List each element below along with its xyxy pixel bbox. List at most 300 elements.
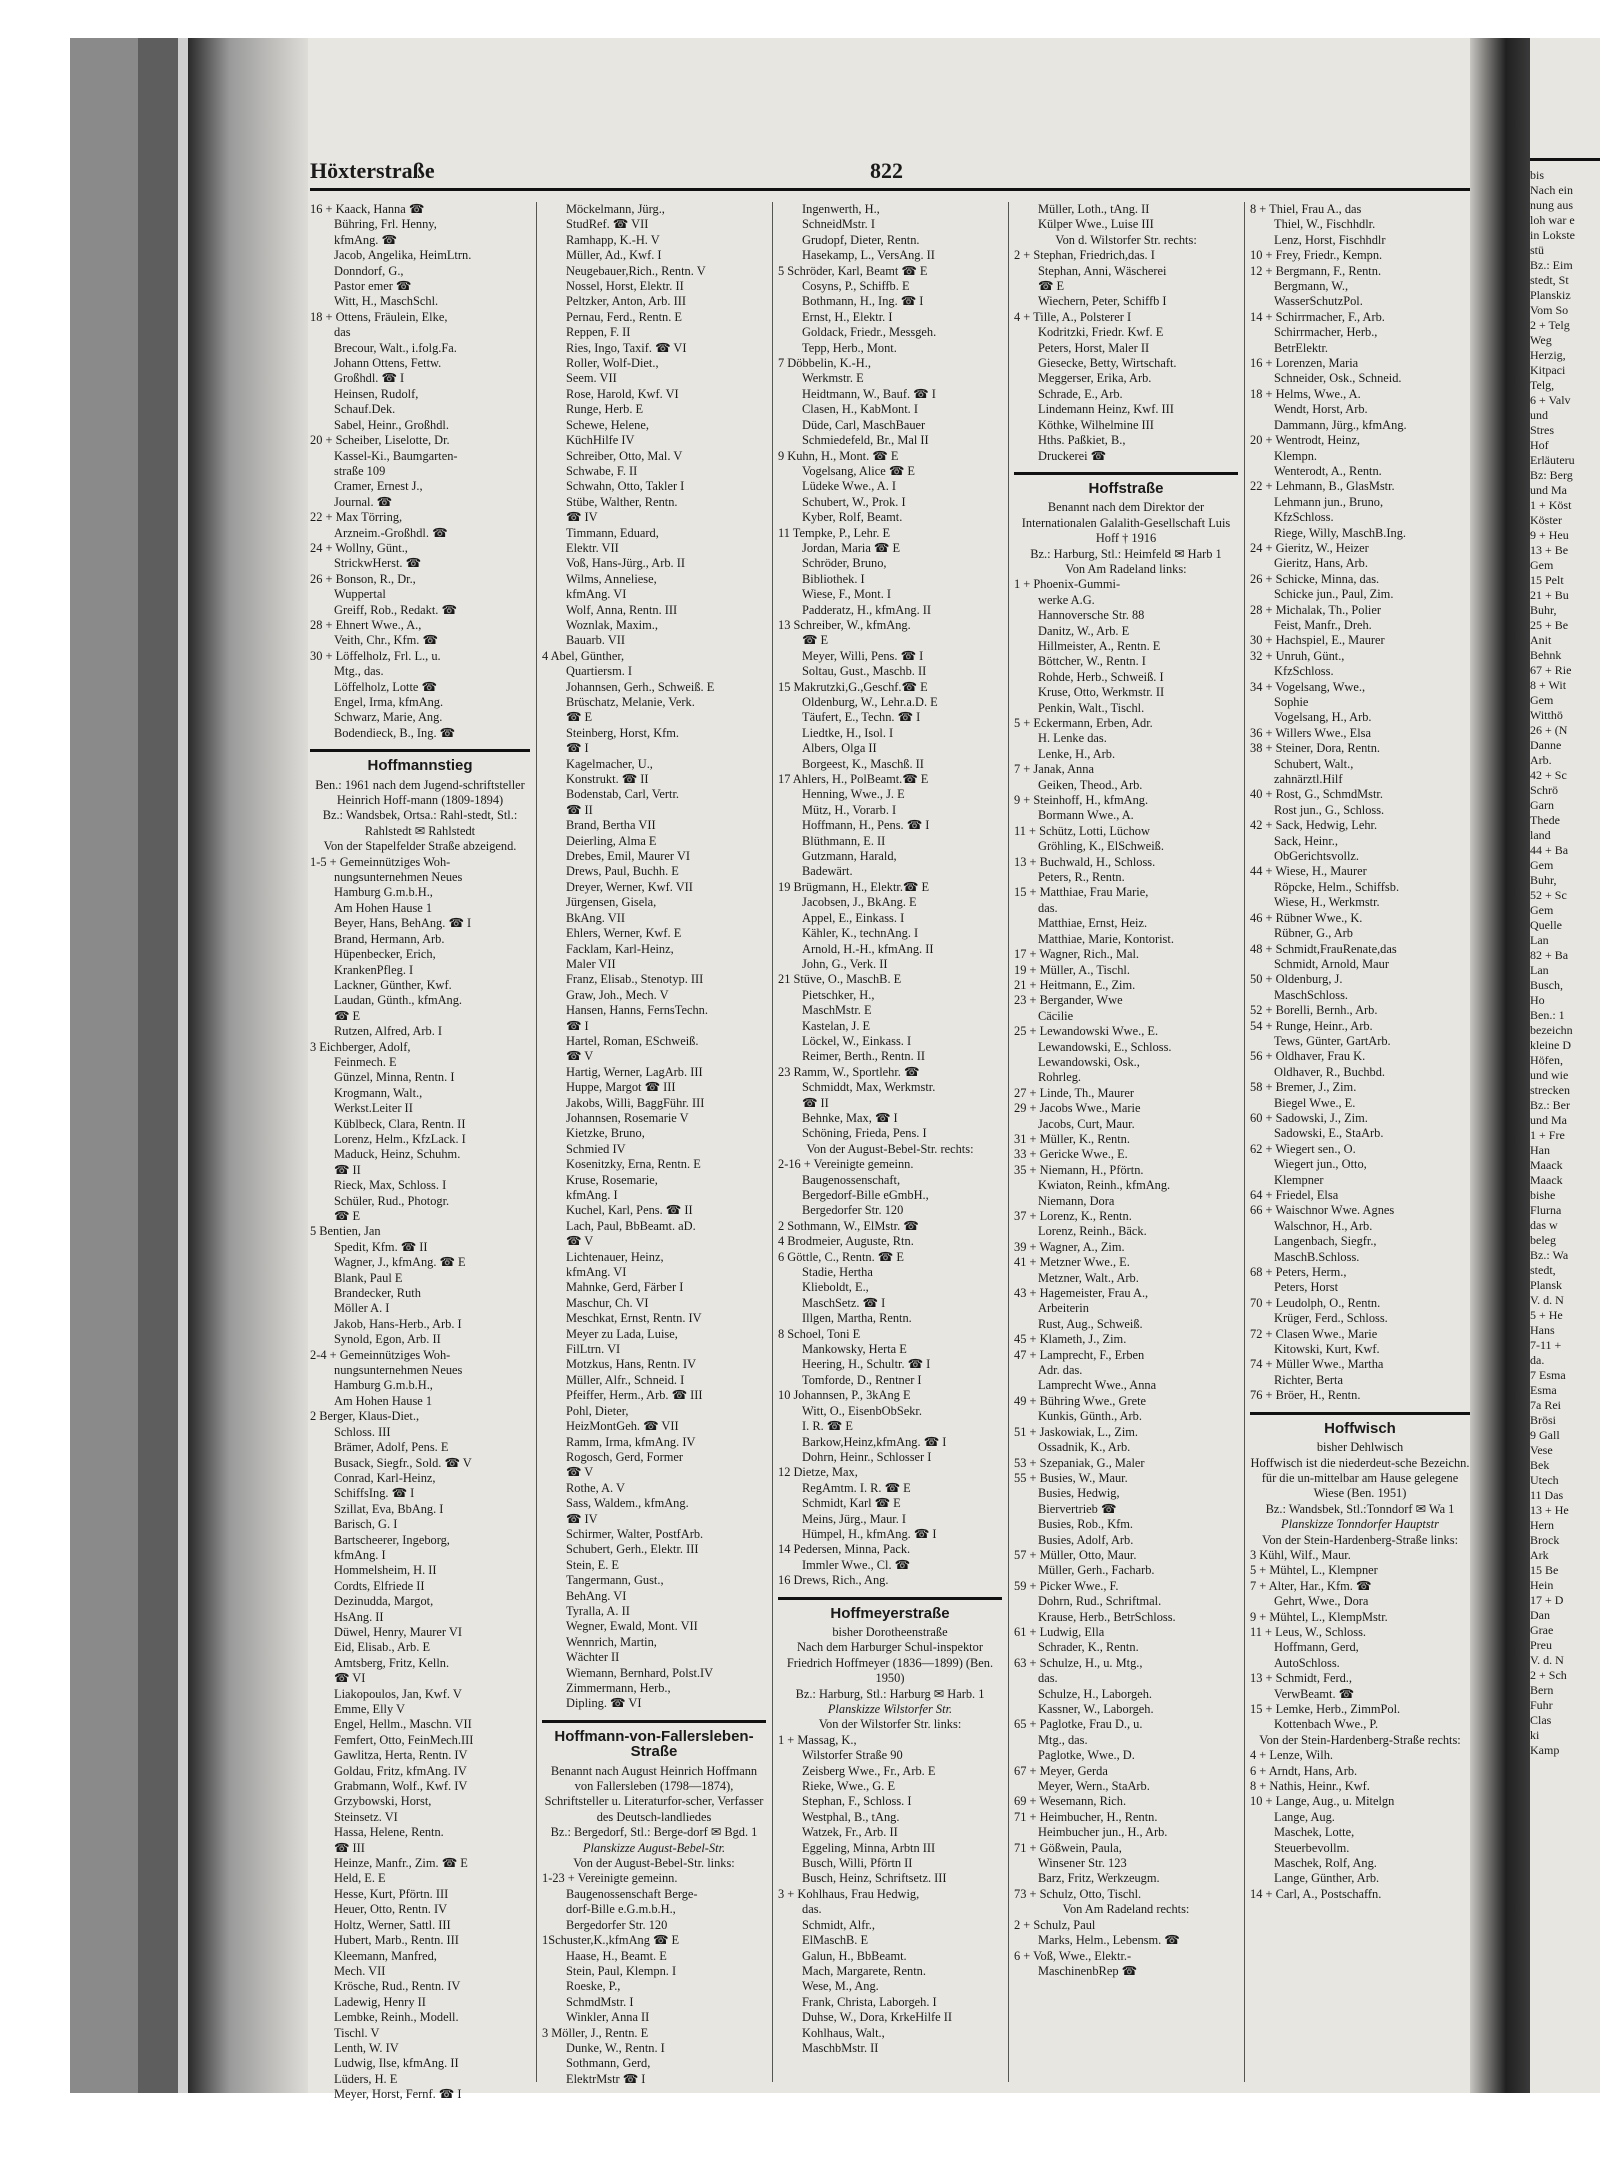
resident-entry: Klieboldt, E., (802, 1280, 869, 1295)
resident-entry: Oldenburg, W., Lehr.a.D. E (802, 695, 938, 709)
street-note: Von d. Wilstorfer Str. rechts: (1055, 232, 1197, 247)
resident-entry: Heidtmann, W., Bauf. ☎ I (802, 386, 936, 401)
resident-entry: Marks, Helm., Lebensm. ☎ (1038, 1933, 1180, 1948)
resident-entry: Quartiersm. I (566, 664, 633, 679)
facing-page-fragment: Thede (1530, 813, 1560, 827)
resident-entry: Stephan, F., Schloss. I (802, 1794, 912, 1809)
resident-entry: Lembke, Reinh., Modell. (334, 2010, 459, 2025)
resident-entry: Kitowski, Kurt, Kwf. (1274, 1342, 1380, 1357)
resident-entry: StudRef. ☎ VII (566, 217, 649, 232)
resident-entry: Bauarb. VII (566, 633, 625, 648)
resident-entry: Jakobs, Willi, BaggFühr. III (566, 1095, 705, 1110)
resident-entry: Matthiae, Marie, Kontorist. (1038, 931, 1174, 946)
column-divider (536, 202, 537, 2082)
resident-entry: Schüler, Rud., Photogr. (334, 1193, 450, 1208)
resident-entry: Köthke, Wilhelmine III (1038, 417, 1154, 432)
facing-page-fragment: 1 + Köst (1530, 498, 1572, 512)
resident-entry: straße 109 (334, 463, 386, 478)
resident-entry: Jakob, Hans-Herb., Arb. I (334, 1316, 462, 1331)
facing-page-fragment: Hans (1530, 1323, 1555, 1337)
resident-entry: Arzneim.-Großhdl. ☎ (334, 525, 448, 540)
resident-entry: Krause, Herb., BetrSchloss. (1038, 1609, 1176, 1624)
resident-entry: Elektr. VII (566, 540, 619, 555)
resident-entry: Tomforde, D., Rentner I (802, 1372, 922, 1387)
resident-entry: Badewärt. (802, 864, 853, 879)
resident-entry: Heinze, Manfr., Zim. ☎ E (334, 1856, 468, 1871)
resident-entry: Sack, Heinr., (1274, 833, 1339, 848)
street-note: Von der Stein-Hardenberg-Straße rechts: (1259, 1732, 1461, 1747)
facing-page-fragment: Bz.: Wa (1530, 1248, 1569, 1262)
resident-entry: Rieke, Wwe., G. E (802, 1779, 896, 1794)
street-note: Von Am Radeland rechts: (1062, 1902, 1190, 1917)
resident-entry: Am Hohen Hause 1 (334, 1393, 433, 1408)
resident-entry: Hommelsheim, H. II (334, 1563, 437, 1578)
house-number-entry: 52 + Borelli, Bernh., Arb. (1250, 1003, 1378, 1018)
facing-page-fragment: 26 + (N (1530, 723, 1568, 737)
facing-page-fragment: Weg (1530, 333, 1552, 347)
resident-entry: Langenbach, Siegfr., (1274, 1234, 1377, 1249)
resident-entry: WasserSchutzPol. (1274, 294, 1363, 309)
house-number-entry: 30 + Löffelholz, Frl. L., u. (310, 648, 441, 663)
facing-page-rule (1530, 158, 1600, 161)
facing-page-fragment: Kamp (1530, 1743, 1560, 1757)
facing-page-fragment: V. d. N (1530, 1653, 1564, 1667)
facing-page-fragment: V. d. N (1530, 1293, 1564, 1307)
resident-entry: Lorenz, Reinh., Bäck. (1038, 1224, 1147, 1239)
facing-page-fragment: 1 + Fre (1530, 1128, 1565, 1142)
house-number-entry: 26 + Schicke, Minna, das. (1250, 571, 1380, 586)
resident-entry: Rohrleg. (1038, 1070, 1082, 1085)
house-number-entry: 43 + Hagemeister, Frau A., (1014, 1286, 1149, 1301)
facing-page-fragment: 11 Das (1530, 1488, 1564, 1502)
facing-page-fragment: bishe (1530, 1188, 1556, 1202)
resident-entry: Femfert, Otto, FeinMech.III (334, 1732, 474, 1747)
house-number-entry: 16 Drews, Rich., Ang. (778, 1573, 889, 1588)
resident-entry: Jacobsen, J., BkAng. E (802, 895, 917, 910)
resident-entry: Reimer, Berth., Rentn. II (802, 1049, 926, 1064)
resident-entry: Niemann, Dora (1038, 1193, 1115, 1208)
resident-entry: Lüders, H. E (334, 2071, 398, 2086)
resident-entry: Hths. Paßkiet, B., (1038, 433, 1126, 448)
house-number-entry: 27 + Linde, Th., Maurer (1014, 1085, 1134, 1100)
house-number-entry: 63 + Schulze, H., u. Mtg., (1014, 1655, 1143, 1670)
resident-entry: Wilstorfer Straße 90 (802, 1748, 903, 1763)
resident-entry: Kähler, K., technAng. I (802, 926, 919, 941)
resident-entry: Stübe, Walther, Rentn. (566, 494, 678, 509)
resident-entry: Kruse, Otto, Werkmstr. II (1038, 685, 1165, 700)
resident-entry: Amtsberg, Fritz, Kelln. (334, 1655, 450, 1670)
page-header (310, 158, 1470, 188)
resident-entry: HsAng. II (334, 1609, 384, 1624)
facing-page-fragment: Esma (1530, 1383, 1557, 1397)
resident-entry: Schwabe, F. II (566, 463, 638, 478)
facing-page-fragment: strecken (1530, 1083, 1570, 1097)
facing-page-fragment: Danne (1530, 738, 1562, 752)
resident-entry: Nossel, Horst, Elektr. II (566, 279, 684, 294)
house-number-entry: 2 + Stephan, Friedrich,das. I (1014, 248, 1155, 263)
resident-entry: Mahnke, Gerd, Färber I (566, 1280, 684, 1295)
resident-entry: Klempner (1274, 1172, 1324, 1187)
resident-entry: Held, E. E (334, 1871, 386, 1886)
house-number-entry: 58 + Bremer, J., Zim. (1250, 1080, 1357, 1095)
resident-entry: Stephan, Anni, Wäscherei (1038, 263, 1167, 278)
facing-page-fragment: 9 + Heu (1530, 528, 1569, 542)
resident-entry: Wuppertal (334, 587, 386, 602)
resident-entry: ☎ V (566, 1465, 594, 1480)
resident-entry: Schrade, E., Arb. (1038, 386, 1123, 401)
house-number-entry: 67 + Meyer, Gerda (1014, 1763, 1108, 1778)
resident-entry: Grabmann, Wolf., Kwf. IV (334, 1779, 468, 1794)
street-note: Benannt nach dem Direktor der Internationalen Galalith-Gesellschaft Luis Hoff † 1916 (1021, 500, 1231, 546)
directory-column-1 (310, 202, 530, 2102)
resident-entry: Sabel, Heinr., Großhdl. (334, 417, 449, 432)
resident-entry: Rothe, A. V (566, 1480, 625, 1495)
house-number-entry: 2 Sothmann, W., ElMstr. ☎ (778, 1218, 919, 1233)
resident-entry: Wächter II (566, 1650, 620, 1665)
resident-entry: Lüdeke Wwe., A. I (802, 479, 897, 494)
street-note: Von Am Radeland links: (1065, 561, 1187, 576)
column-divider (1244, 202, 1245, 2082)
facing-page-fragment: Telg, (1530, 378, 1555, 392)
facing-page-fragment: Vom So (1530, 303, 1569, 317)
resident-entry: Löffelholz, Lotte ☎ (334, 679, 437, 694)
resident-entry: Behnke, Max, ☎ I (802, 1110, 898, 1125)
street-note: Benannt nach August Heinrich Hoffmann von Fallersleben (1798—1874), Schriftsteller u. Literaturfor-scher, Verfasser des Deutsch-landliedes (544, 1763, 764, 1824)
house-number-entry: 51 + Jaskowiak, L., Zim. (1014, 1424, 1138, 1439)
resident-entry: Brüschatz, Melanie, Verk. (566, 695, 695, 709)
street-note: Bz.: Wandsbek, Stl.:Tonndorf ✉ Wa 1 (1265, 1501, 1455, 1516)
resident-entry: Wendt, Horst, Arb. (1274, 402, 1368, 417)
resident-entry: Lewandowski, Osk., (1038, 1054, 1140, 1069)
resident-entry: Witt, O., EisenbObSekr. (802, 1403, 922, 1418)
resident-entry: Kohlhaus, Walt., (802, 2025, 885, 2040)
resident-entry: RegAmtm. I. R. ☎ E (802, 1480, 911, 1495)
resident-entry: Maler VII (566, 956, 616, 971)
resident-entry: Beyer, Hans, BehAng. ☎ I (334, 916, 472, 931)
house-number-entry: 6 + Voß, Wwe., Elektr.- (1014, 1948, 1132, 1963)
resident-entry: StrickwHerst. ☎ (334, 556, 422, 571)
resident-entry: Dohrn, Rud., Schriftmal. (1038, 1594, 1162, 1609)
street-note: Bz.: Wandsbek, Ortsa.: Rahl-stedt, Stl.: Rahlstedt ✉ Rahlstedt (322, 808, 518, 838)
resident-entry: Metzner, Walt., Arb. (1038, 1270, 1139, 1285)
resident-entry: Mankowsky, Herta E (802, 1342, 907, 1357)
house-number-entry: 16 + Kaack, Hanna ☎ (310, 202, 425, 216)
resident-entry: nungsunternehmen Neues (334, 870, 463, 885)
resident-entry: Meyer zu Lada, Luise, (566, 1326, 678, 1341)
planskizze-note: Planskizze Tonndorfer Hauptstr (1281, 1517, 1439, 1532)
resident-entry: Röpcke, Helm., Schiffsb. (1274, 879, 1400, 894)
resident-entry: ☎ E (1038, 279, 1065, 294)
resident-entry: Arbeiterin (1038, 1301, 1089, 1316)
scanned-book-page (70, 38, 1600, 2102)
house-number-entry: 70 + Leudolph, O., Rentn. (1250, 1295, 1381, 1310)
resident-entry: Lackner, Günther, Kwf. (334, 977, 452, 992)
street-note: Ben.: 1961 nach dem Jugend-schriftsteller Heinrich Hoff-mann (1809-1894) (315, 777, 525, 808)
house-number-entry: 3 + Kohlhaus, Frau Hedwig, (778, 1886, 920, 1901)
resident-entry: Goldack, Friedr., Messgeh. (802, 325, 937, 340)
resident-entry: Schauf.Dek. (334, 402, 396, 417)
resident-entry: Hesse, Kurt, Pförtn. III (334, 1886, 449, 1901)
resident-entry: SchiffsIng. ☎ I (334, 1486, 415, 1501)
planskizze-note: Planskizze August-Bebel-Str. (582, 1840, 726, 1855)
book-spine-edge (70, 38, 138, 2093)
resident-entry: Grudopf, Dieter, Rentn. (802, 232, 920, 247)
house-number-entry: 12 Dietze, Max, (778, 1465, 858, 1480)
house-number-entry: 4 Brodmeier, Auguste, Rtn. (778, 1234, 914, 1249)
house-number-entry: 17 + Wagner, Rich., Mal. (1014, 947, 1140, 962)
resident-entry: Konstrukt. ☎ II (566, 772, 649, 787)
facing-page-fragment: das w (1530, 1218, 1558, 1232)
resident-entry: Günzel, Minna, Rentn. I (334, 1070, 455, 1085)
house-number-entry: 1Schuster,K.,kfmAng ☎ E (542, 1933, 680, 1948)
street-heading: Hoffmeyerstraße (778, 1597, 1002, 1621)
facing-page-fragment: 21 + Bu (1530, 588, 1569, 602)
resident-entry: Walschnor, H., Arb. (1274, 1218, 1373, 1233)
house-number-entry: 10 + Lange, Aug., u. Mitelgn (1250, 1794, 1395, 1809)
street-note: Von der Stapelfelder Straße abzeigend. (323, 839, 517, 854)
resident-entry: Ramhapp, K.-H. V (566, 232, 660, 247)
facing-page-fragment: Bek (1530, 1458, 1550, 1472)
facing-page-fragment: Busch, (1530, 978, 1563, 992)
resident-entry: MaschSchloss. (1274, 987, 1348, 1002)
house-number-entry: 19 Brügmann, H., Elektr.☎ E (778, 879, 930, 894)
street-note: Hoffwisch ist die niederdeut-sche Bezeichn. für die un-mittelbar am Hause gelegene Wiese (Ben. 1951) (1250, 1455, 1470, 1501)
resident-entry: Matthiae, Ernst, Heiz. (1038, 916, 1148, 931)
resident-entry: Kottenbach Wwe., P. (1274, 1717, 1379, 1732)
resident-entry: Westphal, B., tAng. (802, 1809, 900, 1824)
facing-page-fragment: Fuhr (1530, 1698, 1553, 1712)
resident-entry: Schmidt, Alfr., (802, 1917, 875, 1932)
resident-entry: Zeisberg Wwe., Fr., Arb. E (802, 1763, 936, 1778)
facing-page-fragment: und Ma (1530, 483, 1567, 497)
resident-entry: Bühring, Frl. Henny, (334, 217, 437, 232)
resident-entry: Kleemann, Manfred, (334, 1948, 437, 1963)
house-number-entry: 34 + Vogelsang, Wwe., (1250, 679, 1366, 694)
street-heading: Hoffmann-von-Fallersleben-Straße (542, 1720, 766, 1760)
resident-entry: Dohrn, Heinr., Schlosser I (802, 1449, 932, 1464)
resident-entry: Rübner, G., Arb (1274, 926, 1354, 941)
resident-entry: Müller, Ad., Kwf. I (566, 248, 662, 263)
facing-page-fragment: Gem (1530, 858, 1554, 872)
resident-entry: Schröder, Bruno, (802, 556, 887, 571)
resident-entry: Synold, Egon, Arb. II (334, 1332, 441, 1347)
house-number-entry: 55 + Busies, W., Maur. (1014, 1470, 1128, 1485)
house-number-entry: 1 + Massag, K., (778, 1732, 857, 1747)
resident-entry: Dreyer, Werner, Kwf. VII (566, 879, 693, 894)
resident-entry: Lange, Günther, Arb. (1274, 1871, 1380, 1886)
resident-entry: Hartel, Roman, ESchweiß. (566, 1033, 699, 1048)
facing-page-fragment: bezeichn (1530, 1023, 1573, 1037)
facing-page-fragment: beleg (1530, 1233, 1556, 1247)
facing-page-fragment: 42 + Sc (1530, 768, 1567, 782)
resident-entry: MaschSetz. ☎ I (802, 1295, 886, 1310)
resident-entry: Krogmann, Walt., (334, 1085, 423, 1100)
facing-page-fragment: Maack (1530, 1173, 1563, 1187)
resident-entry: kfmAng. I (566, 1188, 618, 1202)
resident-entry: Lorenz, Helm., KfzLack. I (334, 1131, 466, 1146)
facing-page-fragment: Bz: Berg (1530, 468, 1573, 482)
house-number-entry: 18 + Helms, Wwe., A. (1250, 386, 1361, 401)
street-note: bisher Dorotheenstraße (832, 1624, 948, 1639)
resident-entry: dorf-Bille e.G.m.b.H., (566, 1902, 676, 1917)
resident-entry: Böttcher, W., Rentn. I (1038, 654, 1146, 669)
resident-entry: Möller A. I (334, 1301, 390, 1316)
facing-page-fragment: Bz.: Ber (1530, 1098, 1570, 1112)
resident-entry: Lehmann jun., Bruno, (1274, 494, 1384, 509)
resident-entry: Bartscheerer, Ingeborg, (334, 1532, 450, 1547)
resident-entry: Steinsetz. VI (334, 1809, 398, 1824)
resident-entry: Riege, Willy, MaschB.Ing. (1274, 525, 1406, 540)
resident-entry: ☎ II (802, 1095, 829, 1110)
house-number-entry: 5 Bentien, Jan (310, 1224, 381, 1239)
resident-entry: MaschbMstr. II (802, 2040, 879, 2055)
house-number-entry: 26 + Bonson, R., Dr., (310, 571, 416, 586)
house-number-entry: 4 + Lenze, Wilh. (1250, 1748, 1333, 1763)
resident-entry: KfzSchloss. (1274, 664, 1334, 679)
resident-entry: das. (802, 1902, 822, 1917)
resident-entry: Thiel, W., Fischhdlr. (1274, 217, 1376, 232)
resident-entry: Giesecke, Betty, Wirtschaft. (1038, 356, 1177, 371)
resident-entry: I. R. ☎ E (802, 1419, 853, 1434)
resident-entry: BkAng. VII (566, 910, 625, 925)
resident-entry: Mach, Margarete, Rentn. (802, 1963, 926, 1978)
house-number-entry: 10 + Frey, Friedr., Kempn. (1250, 248, 1383, 263)
resident-entry: Paglotke, Wwe., D. (1038, 1748, 1135, 1763)
facing-page-fragment: 2 + Telg (1530, 318, 1570, 332)
resident-entry: AutoSchloss. (1274, 1655, 1340, 1670)
resident-entry: Winsener Str. 123 (1038, 1856, 1127, 1871)
resident-entry: Druckerei ☎ (1038, 448, 1107, 463)
resident-entry: Lange, Aug. (1274, 1809, 1335, 1824)
house-number-entry: 10 Johannsen, P., 3kAng E (778, 1388, 911, 1403)
resident-entry: Oldhaver, R., Buchbd. (1274, 1064, 1386, 1079)
resident-entry: Dezinudda, Margot, (334, 1594, 434, 1609)
resident-entry: Holtz, Werner, Sattl. III (334, 1917, 451, 1932)
resident-entry: Pfeiffer, Herm., Arb. ☎ III (566, 1388, 703, 1403)
house-number-entry: 4 + Tille, A., Polsterer I (1014, 309, 1132, 324)
resident-entry: Bothmann, H., Ing. ☎ I (802, 294, 924, 309)
resident-entry: ☎ I (566, 1018, 589, 1033)
resident-entry: Dunke, W., Rentn. I (566, 2040, 665, 2055)
resident-entry: Mtg., das. (334, 664, 384, 679)
resident-entry: Ramm, Irma, kfmAng. IV (566, 1434, 696, 1449)
house-number-entry: 6 Göttle, C., Rentn. ☎ E (778, 1249, 904, 1264)
resident-entry: Biervertrieb ☎ (1038, 1501, 1117, 1516)
resident-entry: Danitz, W., Arb. E (1038, 623, 1130, 638)
facing-page-fragment: Bz.: Eim (1530, 258, 1573, 272)
resident-entry: Schicke jun., Paul, Zim. (1274, 587, 1394, 602)
resident-entry: Graw, Joh., Mech. V (566, 987, 669, 1002)
resident-entry: Feinmech. E (334, 1054, 397, 1069)
house-number-entry: 31 + Müller, K., Rentn. (1014, 1131, 1130, 1146)
facing-page-fragment: Vese (1530, 1443, 1553, 1457)
resident-entry: Cäcilie (1038, 1008, 1074, 1023)
resident-entry: Bergmann, W., (1274, 279, 1349, 294)
resident-entry: Wiegert jun., Otto, (1274, 1157, 1367, 1172)
resident-entry: Sass, Waldem., kfmAng. (566, 1496, 689, 1511)
resident-entry: Illgen, Martha, Rentn. (802, 1311, 912, 1326)
resident-entry: Blank, Paul E (334, 1270, 403, 1285)
resident-entry: Bergedorfer Str. 120 (802, 1203, 904, 1218)
facing-page-strip (1530, 98, 1600, 2078)
column-divider (772, 202, 773, 2082)
resident-entry: Lenz, Horst, Fischhdlr (1274, 232, 1386, 247)
house-number-entry: 40 + Rost, G., SchmdMstr. (1250, 787, 1383, 802)
resident-entry: Greiff, Rob., Redakt. ☎ (334, 602, 457, 617)
resident-entry: Lenth, W. IV (334, 2040, 399, 2055)
directory-page (310, 98, 1470, 2102)
house-number-entry: 4 Abel, Günther, (542, 648, 625, 663)
resident-entry: Hillmeister, A., Rentn. E (1038, 638, 1161, 653)
resident-entry: Werkmstr. E (802, 371, 864, 386)
house-number-entry: 48 + Schmidt,FrauRenate,das (1250, 941, 1397, 956)
resident-entry: FilLtrn. VI (566, 1342, 621, 1357)
facing-page-fragment: Stres (1530, 423, 1554, 437)
house-number-entry: 71 + Gößwein, Paula, (1014, 1840, 1122, 1855)
house-number-entry: 19 + Müller, A., Tischl. (1014, 962, 1130, 977)
resident-entry: Hubert, Marb., Rentn. III (334, 1933, 459, 1948)
resident-entry: Lewandowski, E., Schloss. (1038, 1039, 1172, 1054)
house-number-entry: 28 + Michalak, Th., Polier (1250, 602, 1381, 617)
resident-entry: Schulze, H., Laborgeh. (1038, 1686, 1153, 1701)
resident-entry: Kassner, W., Laborgeh. (1038, 1702, 1154, 1716)
resident-entry: Clasen, H., KabMont. I (802, 402, 918, 417)
resident-entry: Rost jun., G., Schloss. (1274, 802, 1385, 817)
resident-entry: Schirmer, Walter, PostfArb. (566, 1526, 704, 1541)
resident-entry: Drews, Paul, Buchh. E (566, 864, 679, 879)
resident-entry: ☎ I (566, 741, 589, 756)
street-heading: Hoffmannstieg (310, 749, 530, 773)
resident-entry: Grzybowski, Horst, (334, 1794, 432, 1809)
house-number-entry: 12 + Bergmann, F., Rentn. (1250, 263, 1382, 278)
resident-entry: ☎ II (334, 1162, 361, 1177)
house-number-entry: 32 + Unruh, Günt., (1250, 648, 1345, 663)
facing-page-fragment: 82 + Ba (1530, 948, 1569, 962)
resident-entry: Jacobs, Curt, Maur. (1038, 1116, 1135, 1131)
resident-entry: Arnold, H.-H., kfmAng. II (802, 941, 934, 956)
facing-page-fragment: Ho (1530, 993, 1545, 1007)
facing-page-fragment: stedt, St (1530, 273, 1569, 287)
resident-entry: Schloss. III (334, 1424, 391, 1439)
resident-entry: Kodritzki, Friedr. Kwf. E (1038, 325, 1164, 340)
resident-entry: Neugebauer,Rich., Rentn. V (566, 263, 706, 278)
house-number-entry: 53 + Szepaniak, G., Maler (1014, 1455, 1145, 1470)
resident-entry: Gutzmann, Harald, (802, 849, 897, 864)
resident-entry: Vogelsang, Alice ☎ E (802, 463, 915, 478)
house-number-entry: 21 + Heitmann, E., Zim. (1014, 977, 1136, 992)
house-number-entry: 15 Makrutzki,G.,Geschf.☎ E (778, 679, 928, 694)
resident-entry: Heering, H., Schultr. ☎ I (802, 1357, 931, 1372)
resident-entry: Roller, Wolf-Diet., (566, 356, 659, 371)
facing-page-fragment: Plansk (1530, 1278, 1563, 1292)
facing-page-fragment: Brösi (1530, 1413, 1557, 1427)
house-number-entry: 9 + Mühtel, L., KlempMstr. (1250, 1609, 1388, 1624)
facing-page-fragment: Preu (1530, 1638, 1552, 1652)
house-number-entry: 54 + Runge, Heinr., Arb. (1250, 1018, 1373, 1033)
resident-entry: Möckelmann, Jürg., (566, 202, 665, 216)
resident-entry: Schrader, K., Rentn. (1038, 1640, 1139, 1655)
facing-page-fragment: da. (1530, 1353, 1545, 1367)
street-note: bisher Dehlwisch (1316, 1440, 1404, 1455)
facing-page-fragment: und (1530, 408, 1548, 422)
resident-entry: Seem. VII (566, 371, 617, 386)
house-number-entry: 46 + Rübner Wwe., K. (1250, 910, 1363, 925)
column-divider (1008, 202, 1009, 2082)
facing-page-fragment: Quelle (1530, 918, 1562, 932)
facing-page-fragment: Gem (1530, 693, 1554, 707)
resident-entry: Winkler, Anna II (566, 2010, 650, 2025)
facing-page-fragment: Gem (1530, 903, 1554, 917)
